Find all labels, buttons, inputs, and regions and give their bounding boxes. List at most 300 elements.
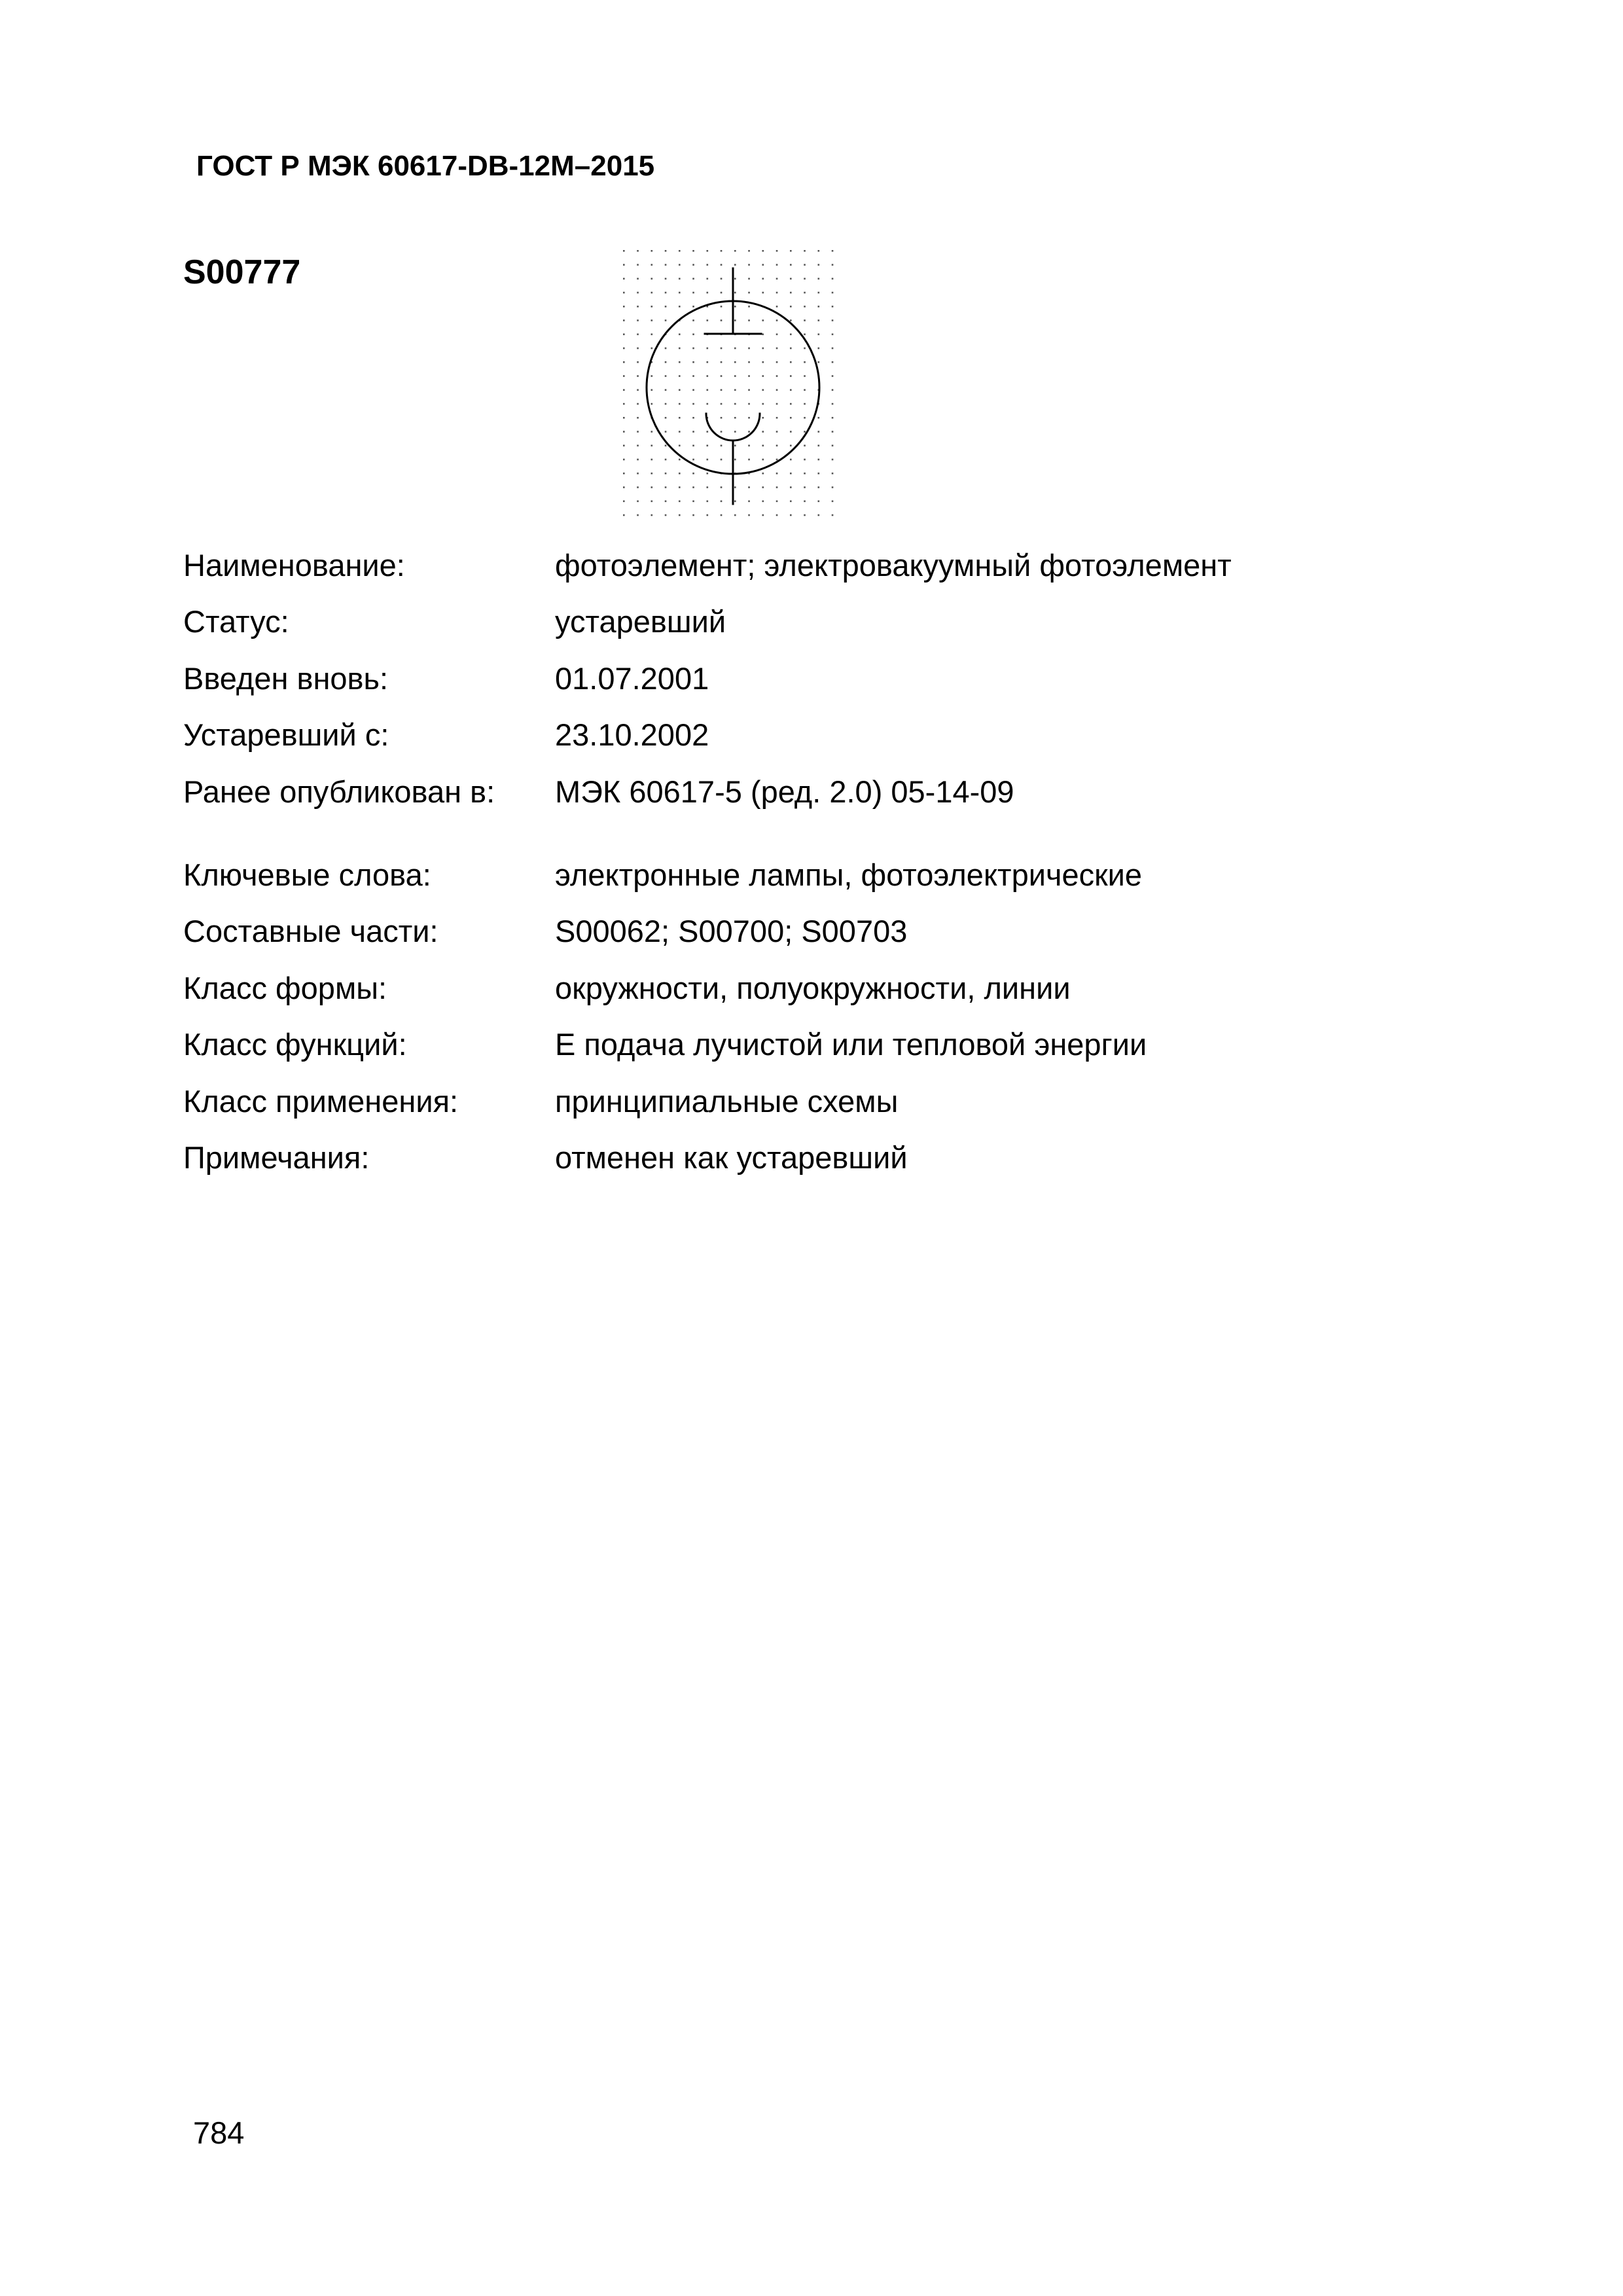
grid-dot (762, 278, 764, 280)
grid-dot (748, 389, 750, 391)
grid-dot (665, 431, 667, 433)
grid-dot (692, 473, 694, 475)
grid-dot (679, 514, 681, 516)
grid-dot (707, 319, 709, 321)
grid-dot (818, 486, 820, 488)
grid-dot (692, 431, 694, 433)
grid-dot (623, 361, 625, 363)
grid-dot (748, 501, 750, 503)
grid-dot (748, 250, 750, 252)
grid-dot (790, 319, 792, 321)
grid-dot (776, 501, 778, 503)
property-label: Наименование: (183, 547, 405, 583)
grid-dot (776, 319, 778, 321)
grid-dot (721, 389, 722, 391)
grid-dot (748, 486, 750, 488)
grid-dot (679, 403, 681, 405)
grid-dot (832, 348, 834, 350)
property-row-introduced (183, 650, 1427, 707)
grid-dot (651, 348, 653, 350)
grid-dot (679, 292, 681, 294)
grid-dot (762, 473, 764, 475)
grid-dot (623, 306, 625, 308)
grid-dot (776, 431, 778, 433)
grid-dot (637, 306, 639, 308)
grid-dot (734, 501, 736, 503)
grid-dot (679, 459, 681, 461)
grid-dot (818, 306, 820, 308)
grid-dot (692, 389, 694, 391)
grid-dot (734, 403, 736, 405)
grid-dot (692, 361, 694, 363)
grid-dot (721, 292, 722, 294)
grid-dot (832, 459, 834, 461)
grid-dot (707, 473, 709, 475)
grid-dot (748, 459, 750, 461)
grid-dot (748, 403, 750, 405)
grid-dot (679, 417, 681, 419)
grid-dot (665, 264, 667, 266)
grid-dot (692, 334, 694, 336)
grid-dot (776, 459, 778, 461)
symbol-lines (647, 268, 819, 504)
grid-dot (832, 278, 834, 280)
grid-dot (637, 348, 639, 350)
grid-dot (734, 319, 736, 321)
page-number: 784 (193, 2115, 245, 2150)
grid-dot (832, 417, 834, 419)
property-value: устаревший (555, 604, 726, 639)
grid-dot (804, 361, 806, 363)
grid-dot (651, 501, 653, 503)
grid-dot (804, 319, 806, 321)
grid-dot (707, 278, 709, 280)
grid-dot (651, 445, 653, 447)
property-value: 01.07.2001 (555, 660, 709, 696)
grid-dot (832, 389, 834, 391)
grid-dot (665, 375, 667, 377)
symbol-figure (622, 249, 844, 524)
grid-dot (665, 389, 667, 391)
grid-dot (818, 250, 820, 252)
grid-dot (665, 486, 667, 488)
grid-dot (790, 389, 792, 391)
grid-dot (623, 445, 625, 447)
grid-dot (692, 501, 694, 503)
grid-dot (776, 445, 778, 447)
property-label: Составные части: (183, 914, 438, 949)
grid-dot (804, 250, 806, 252)
grid-dot (790, 514, 792, 516)
grid-dot (762, 403, 764, 405)
grid-dot (748, 375, 750, 377)
property-row-notes (183, 1130, 1427, 1187)
grid-dot (734, 306, 736, 308)
grid-dot (721, 348, 722, 350)
grid-dot (832, 264, 834, 266)
property-row-components (183, 903, 1427, 960)
grid-dot (692, 348, 694, 350)
grid-dot (637, 292, 639, 294)
grid-dot (721, 431, 722, 433)
grid-dot (734, 264, 736, 266)
grid-dot (832, 486, 834, 488)
grid-dot (707, 514, 709, 516)
symbol-id: S00777 (183, 253, 301, 291)
grid-dot (623, 403, 625, 405)
grid-dot (818, 278, 820, 280)
grid-dot (832, 431, 834, 433)
grid-dot (707, 250, 709, 252)
grid-dot (818, 431, 820, 433)
grid-dot (790, 250, 792, 252)
property-value: отменен как устаревший (555, 1140, 908, 1175)
grid-dot (679, 361, 681, 363)
grid-dot (692, 306, 694, 308)
grid-dot (665, 250, 667, 252)
properties-main (183, 537, 1427, 820)
grid-dot (651, 278, 653, 280)
grid-dot (790, 403, 792, 405)
grid-dot (804, 514, 806, 516)
grid-dot (637, 417, 639, 419)
grid-dot (679, 306, 681, 308)
grid-dot (692, 403, 694, 405)
grid-dot (637, 278, 639, 280)
grid-dot (818, 501, 820, 503)
grid-dot (665, 278, 667, 280)
grid-dot (623, 389, 625, 391)
property-label: Введен вновь: (183, 660, 389, 696)
grid-dot (692, 459, 694, 461)
grid-dot (707, 501, 709, 503)
grid-dot (707, 445, 709, 447)
grid-dot (734, 514, 736, 516)
grid-dot (651, 459, 653, 461)
grid-dot (623, 417, 625, 419)
grid-dot (832, 306, 834, 308)
grid-dot (818, 473, 820, 475)
grid-dot (623, 292, 625, 294)
grid-dot (692, 417, 694, 419)
grid-dot (721, 361, 722, 363)
grid-dot (665, 417, 667, 419)
grid-dot (762, 486, 764, 488)
grid-dot (748, 417, 750, 419)
grid-dot (832, 361, 834, 363)
grid-dot (651, 389, 653, 391)
grid-dot (707, 264, 709, 266)
grid-dot (832, 292, 834, 294)
grid-dot (651, 486, 653, 488)
grid-dot (721, 375, 722, 377)
grid-dot (790, 501, 792, 503)
cathode-arc (706, 414, 760, 440)
property-row-application-class (183, 1073, 1427, 1130)
grid-dot (692, 514, 694, 516)
grid-dot (651, 264, 653, 266)
grid-dot (804, 501, 806, 503)
grid-dot (665, 445, 667, 447)
grid-dot (776, 334, 778, 336)
grid-dot (734, 250, 736, 252)
grid-dot (804, 431, 806, 433)
grid-dot (692, 319, 694, 321)
grid-dot (665, 473, 667, 475)
grid-dot (734, 486, 736, 488)
property-value: электронные лампы, фотоэлектрические (555, 857, 1143, 892)
grid-dot (637, 514, 639, 516)
phototube-symbol-icon (622, 249, 844, 524)
grid-dot (818, 334, 820, 336)
grid-dot (637, 473, 639, 475)
grid-dot (790, 264, 792, 266)
grid-dot (804, 417, 806, 419)
grid-dot (762, 431, 764, 433)
grid-dot (776, 348, 778, 350)
grid-dot (804, 445, 806, 447)
grid-dot (734, 445, 736, 447)
grid-dot (623, 473, 625, 475)
grid-dot (651, 473, 653, 475)
grid-dot (832, 403, 834, 405)
grid-dot (790, 278, 792, 280)
grid-dot (679, 389, 681, 391)
grid-dot (790, 486, 792, 488)
grid-dot (804, 473, 806, 475)
grid-dot (832, 514, 834, 516)
grid-dot (637, 431, 639, 433)
grid-dot (762, 264, 764, 266)
grid-dot (776, 306, 778, 308)
grid-dot (651, 375, 653, 377)
grid-dot (721, 459, 722, 461)
grid-dot (679, 445, 681, 447)
grid-dot (721, 306, 722, 308)
grid-dot (804, 264, 806, 266)
grid-dot (762, 417, 764, 419)
grid-dot (762, 250, 764, 252)
property-label: Класс применения: (183, 1083, 459, 1119)
grid-dot (748, 445, 750, 447)
grid-dot (692, 375, 694, 377)
grid-dot (818, 348, 820, 350)
grid-dot (776, 250, 778, 252)
property-label: Ранее опубликован в: (183, 774, 495, 809)
grid-dot (721, 514, 722, 516)
grid-dot (762, 514, 764, 516)
grid-dot (762, 334, 764, 336)
grid-dot (707, 348, 709, 350)
grid-dot (637, 250, 639, 252)
grid-dot (721, 250, 722, 252)
property-row-keywords (183, 846, 1427, 903)
grid-dot (637, 334, 639, 336)
grid-dot (637, 459, 639, 461)
grid-dot (623, 514, 625, 516)
grid-dot (804, 375, 806, 377)
grid-dot (776, 486, 778, 488)
grid-dot (734, 459, 736, 461)
grid-dot (804, 403, 806, 405)
grid-dot (818, 445, 820, 447)
grid-dot (790, 473, 792, 475)
grid-dot (665, 292, 667, 294)
grid-dot (832, 375, 834, 377)
property-label: Класс функций: (183, 1027, 407, 1062)
grid-dot (665, 348, 667, 350)
grid-dot (804, 389, 806, 391)
grid-dot (707, 389, 709, 391)
property-label: Устаревший с: (183, 717, 389, 753)
grid-dot (623, 486, 625, 488)
grid-dot (623, 278, 625, 280)
grid-dot (707, 361, 709, 363)
grid-dot (721, 264, 722, 266)
grid-dot (776, 278, 778, 280)
grid-dot (818, 459, 820, 461)
grid-dot (818, 417, 820, 419)
grid-dot (679, 278, 681, 280)
grid-dot (762, 459, 764, 461)
grid-dot (637, 361, 639, 363)
grid-dot (692, 292, 694, 294)
grid-dot (637, 486, 639, 488)
grid-dot (832, 250, 834, 252)
grid-dot (832, 445, 834, 447)
property-label: Ключевые слова: (183, 857, 431, 892)
grid-dot (623, 348, 625, 350)
property-value: фотоэлемент; электровакуумный фотоэлемент (555, 547, 1232, 583)
grid-dot (623, 334, 625, 336)
grid-dot (790, 361, 792, 363)
grid-dot (692, 486, 694, 488)
grid-dot (734, 375, 736, 377)
grid-dot (748, 306, 750, 308)
grid-dot (679, 348, 681, 350)
grid-dot (776, 292, 778, 294)
grid-dot (651, 250, 653, 252)
grid-dot (804, 278, 806, 280)
grid-dot (804, 459, 806, 461)
grid-dot (818, 264, 820, 266)
grid-dot (776, 403, 778, 405)
property-value: принципиальные схемы (555, 1083, 899, 1119)
grid-dot (790, 375, 792, 377)
grid-dot (651, 431, 653, 433)
grid-dot (762, 375, 764, 377)
property-value: 23.10.2002 (555, 717, 709, 753)
grid-dot (679, 264, 681, 266)
grid-dot (665, 514, 667, 516)
grid-dot (818, 292, 820, 294)
property-value: МЭК 60617-5 (ред. 2.0) 05-14-09 (555, 774, 1014, 809)
property-label: Статус: (183, 604, 289, 639)
grid-dot (679, 501, 681, 503)
grid-dot (790, 445, 792, 447)
grid-dot (721, 486, 722, 488)
grid-dot (762, 348, 764, 350)
grid-dot (832, 473, 834, 475)
grid-dot (679, 334, 681, 336)
grid-dot (637, 375, 639, 377)
property-row-shape-class (183, 960, 1427, 1016)
grid-dot (734, 292, 736, 294)
grid-dot (623, 431, 625, 433)
grid-dot (707, 459, 709, 461)
property-row-previously-published (183, 763, 1427, 820)
grid-dot (665, 319, 667, 321)
grid-dot (762, 361, 764, 363)
grid-dot (832, 319, 834, 321)
grid-dot (679, 486, 681, 488)
grid-dot (790, 417, 792, 419)
grid-dot (623, 375, 625, 377)
grid-dot (623, 264, 625, 266)
property-row-status (183, 594, 1427, 651)
grid-dot (832, 334, 834, 336)
grid-dot (665, 501, 667, 503)
grid-dot (651, 514, 653, 516)
grid-dot (637, 501, 639, 503)
grid-dot (734, 431, 736, 433)
grid-dot (804, 292, 806, 294)
grid-dot (790, 306, 792, 308)
grid-dot (818, 514, 820, 516)
grid-dot (748, 361, 750, 363)
property-value: окружности, полуокружности, линии (555, 970, 1071, 1005)
grid-dot (707, 486, 709, 488)
grid-dot (623, 501, 625, 503)
grid-dot (637, 264, 639, 266)
grid-dot (790, 431, 792, 433)
grid-dot (776, 417, 778, 419)
grid-dot (707, 375, 709, 377)
grid-dot (748, 319, 750, 321)
property-row-function-class (183, 1016, 1427, 1073)
property-row-obsolete-since (183, 707, 1427, 764)
grid-dot (762, 501, 764, 503)
grid-dot (734, 389, 736, 391)
grid-dot (776, 375, 778, 377)
grid-dot (790, 348, 792, 350)
grid-dot (804, 348, 806, 350)
grid-dot (804, 306, 806, 308)
property-label: Класс формы: (183, 970, 387, 1005)
grid-dot (651, 306, 653, 308)
grid-dot (790, 459, 792, 461)
grid-dot (707, 403, 709, 405)
grid-dot (762, 292, 764, 294)
grid-dot (665, 306, 667, 308)
grid-dot (748, 264, 750, 266)
grid-dot (776, 361, 778, 363)
grid-dot (637, 445, 639, 447)
grid-dot (734, 417, 736, 419)
grid-dot (692, 445, 694, 447)
grid-dot (721, 403, 722, 405)
grid-dot (762, 389, 764, 391)
document-header: ГОСТ Р МЭК 60617-DB-12M–2015 (196, 150, 655, 182)
grid-dot (651, 319, 653, 321)
grid-dot (762, 319, 764, 321)
grid-dot (790, 334, 792, 336)
grid-dot (748, 292, 750, 294)
grid-dot (734, 348, 736, 350)
property-value: S00062; S00700; S00703 (555, 914, 908, 949)
grid-dot (692, 264, 694, 266)
grid-dot (637, 389, 639, 391)
